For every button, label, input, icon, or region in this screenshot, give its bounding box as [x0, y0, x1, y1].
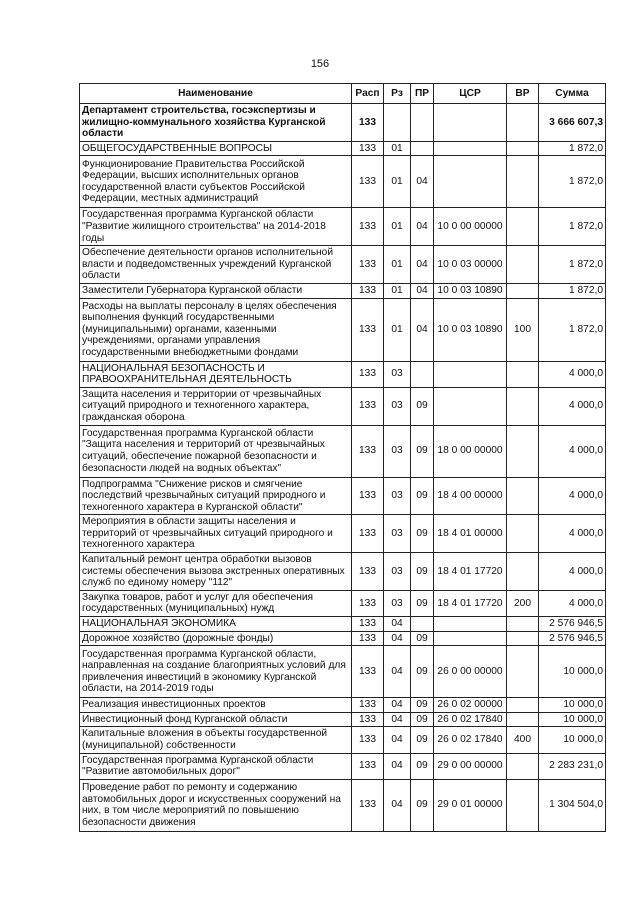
- cell-pr: 09: [411, 712, 434, 727]
- cell-vr: [507, 104, 539, 142]
- table-row: [80, 246, 606, 284]
- cell-sum: 4 000,0: [539, 590, 606, 616]
- cell-name: Инвестиционный фонд Курганской области: [80, 712, 352, 727]
- cell-rz: [384, 104, 411, 142]
- cell-vr: [507, 515, 539, 553]
- cell-csr: 26 0 02 17840: [434, 712, 507, 727]
- cell-vr: 100: [507, 298, 539, 361]
- cell-rz: 01: [384, 208, 411, 246]
- cell-pr: [411, 104, 434, 142]
- cell-name: Мероприятия в области защиты населения и территорий от чрезвычайных ситуаций природного и техногенного характера: [80, 515, 352, 553]
- cell-pr: 09: [411, 779, 434, 831]
- cell-name: Заместители Губернатора Курганской области: [80, 283, 352, 298]
- cell-sum: 1 872,0: [539, 208, 606, 246]
- cell-rz: 04: [384, 727, 411, 753]
- header-name: Наименование: [80, 84, 352, 104]
- cell-name: Департамент строительства, госэкспертизы и жилищно-коммунального хозяйства Курганской области: [80, 104, 352, 142]
- cell-rz: 03: [384, 425, 411, 477]
- cell-pr: 09: [411, 590, 434, 616]
- cell-vr: 400: [507, 727, 539, 753]
- cell-sum: 2 576 946,5: [539, 631, 606, 646]
- cell-sum: 4 000,0: [539, 515, 606, 553]
- table-row: [80, 590, 606, 616]
- cell-sum: 10 000,0: [539, 712, 606, 727]
- cell-pr: 09: [411, 646, 434, 698]
- cell-name: Дорожное хозяйство (дорожные фонды): [80, 631, 352, 646]
- table-row: [80, 553, 606, 591]
- table-row: [80, 104, 606, 142]
- cell-pr: 09: [411, 753, 434, 779]
- cell-rasp: 133: [352, 298, 384, 361]
- cell-vr: [507, 387, 539, 425]
- table-row: [80, 646, 606, 698]
- cell-vr: [507, 208, 539, 246]
- table-row: [80, 698, 606, 713]
- cell-sum: 1 304 504,0: [539, 779, 606, 831]
- cell-vr: [507, 283, 539, 298]
- cell-rasp: 133: [352, 208, 384, 246]
- cell-csr: [434, 361, 507, 387]
- cell-rasp: 133: [352, 246, 384, 284]
- cell-csr: 18 4 01 17720: [434, 590, 507, 616]
- cell-sum: 4 000,0: [539, 425, 606, 477]
- cell-name: Обеспечение деятельности органов исполнительной власти и подведомственных учреждений Курганской области: [80, 246, 352, 284]
- cell-name: НАЦИОНАЛЬНАЯ БЕЗОПАСНОСТЬ И ПРАВООХРАНИТЕЛЬНАЯ ДЕЯТЕЛЬНОСТЬ: [80, 361, 352, 387]
- table-row: [80, 208, 606, 246]
- cell-sum: 4 000,0: [539, 387, 606, 425]
- table-row: [80, 387, 606, 425]
- header-rasp: Расп: [352, 84, 384, 104]
- cell-rasp: 133: [352, 283, 384, 298]
- cell-pr: 04: [411, 156, 434, 208]
- table-header-row: [80, 84, 606, 104]
- cell-sum: 10 000,0: [539, 727, 606, 753]
- cell-csr: [434, 631, 507, 646]
- cell-rasp: 133: [352, 698, 384, 713]
- table-row: [80, 779, 606, 831]
- cell-sum: 10 000,0: [539, 698, 606, 713]
- cell-csr: 26 0 00 00000: [434, 646, 507, 698]
- cell-rz: 01: [384, 246, 411, 284]
- header-rz: Рз: [384, 84, 411, 104]
- cell-sum: 1 872,0: [539, 246, 606, 284]
- cell-rasp: 133: [352, 590, 384, 616]
- cell-name: Государственная программа Курганской области, направленная на создание благоприятных условий для привлечения инвестиций в экономику Курганской области, на 2014-2019 годы: [80, 646, 352, 698]
- cell-name: НАЦИОНАЛЬНАЯ ЭКОНОМИКА: [80, 617, 352, 632]
- cell-rz: 04: [384, 698, 411, 713]
- cell-csr: 18 4 01 00000: [434, 515, 507, 553]
- cell-vr: [507, 698, 539, 713]
- cell-pr: 09: [411, 515, 434, 553]
- cell-pr: 04: [411, 246, 434, 284]
- cell-csr: 18 4 01 17720: [434, 553, 507, 591]
- cell-csr: 10 0 03 10890: [434, 283, 507, 298]
- cell-rasp: 133: [352, 387, 384, 425]
- cell-pr: 04: [411, 208, 434, 246]
- header-vr: ВР: [507, 84, 539, 104]
- cell-vr: [507, 712, 539, 727]
- cell-rz: 04: [384, 617, 411, 632]
- cell-rasp: 133: [352, 141, 384, 156]
- cell-rasp: 133: [352, 753, 384, 779]
- cell-name: Функционирование Правительства Российской Федерации, высших исполнительных органов государственной власти субъектов Российской Федерации, местных администраций: [80, 156, 352, 208]
- cell-name: Капитальные вложения в объекты государственной (муниципальной) собственности: [80, 727, 352, 753]
- cell-sum: 2 576 946,5: [539, 617, 606, 632]
- cell-rz: 03: [384, 361, 411, 387]
- cell-pr: 04: [411, 298, 434, 361]
- cell-sum: 3 666 607,3: [539, 104, 606, 142]
- cell-csr: [434, 156, 507, 208]
- cell-sum: 1 872,0: [539, 141, 606, 156]
- cell-pr: [411, 617, 434, 632]
- cell-vr: 200: [507, 590, 539, 616]
- table-row: [80, 753, 606, 779]
- cell-sum: 2 283 231,0: [539, 753, 606, 779]
- cell-sum: 4 000,0: [539, 477, 606, 515]
- cell-rasp: 133: [352, 712, 384, 727]
- cell-name: Расходы на выплаты персоналу в целях обеспечения выполнения функций государственными (муниципальными) органами, казенными учреждениями, органами управления государственными внебюджетными фондами: [80, 298, 352, 361]
- cell-name: Закупка товаров, работ и услуг для обеспечения государственных (муниципальных) нужд: [80, 590, 352, 616]
- cell-name: Реализация инвестиционных проектов: [80, 698, 352, 713]
- cell-rz: 03: [384, 387, 411, 425]
- cell-sum: 4 000,0: [539, 553, 606, 591]
- cell-sum: 1 872,0: [539, 283, 606, 298]
- cell-csr: 18 0 00 00000: [434, 425, 507, 477]
- table-row: [80, 617, 606, 632]
- header-csr: ЦСР: [434, 84, 507, 104]
- cell-vr: [507, 779, 539, 831]
- cell-vr: [507, 141, 539, 156]
- cell-vr: [507, 631, 539, 646]
- cell-name: Государственная программа Курганской области "Развитие автомобильных дорог": [80, 753, 352, 779]
- cell-rz: 04: [384, 646, 411, 698]
- cell-vr: [507, 425, 539, 477]
- cell-pr: 09: [411, 631, 434, 646]
- cell-rz: 03: [384, 477, 411, 515]
- cell-vr: [507, 646, 539, 698]
- cell-rasp: 133: [352, 779, 384, 831]
- cell-pr: 09: [411, 425, 434, 477]
- cell-rasp: 133: [352, 477, 384, 515]
- cell-rz: 03: [384, 590, 411, 616]
- cell-rz: 01: [384, 298, 411, 361]
- cell-rz: 03: [384, 553, 411, 591]
- cell-vr: [507, 246, 539, 284]
- cell-rasp: 133: [352, 515, 384, 553]
- cell-csr: [434, 387, 507, 425]
- cell-vr: [507, 361, 539, 387]
- cell-pr: 09: [411, 727, 434, 753]
- cell-rasp: 133: [352, 425, 384, 477]
- cell-rasp: 133: [352, 361, 384, 387]
- cell-name: Государственная программа Курганской области "Развитие жилищного строительства" на 2014-2018 годы: [80, 208, 352, 246]
- cell-rasp: 133: [352, 727, 384, 753]
- cell-csr: 18 4 00 00000: [434, 477, 507, 515]
- cell-rasp: 133: [352, 617, 384, 632]
- page-number: 156: [310, 58, 330, 70]
- cell-name: Проведение работ по ремонту и содержанию автомобильных дорог и искусственных сооружений на них, в том числе мероприятий по повышению безопасности движения: [80, 779, 352, 831]
- cell-name: Капитальный ремонт центра обработки вызовов системы обеспечения вызова экстренных оперативных служб по единому номеру "112": [80, 553, 352, 591]
- cell-rasp: 133: [352, 104, 384, 142]
- cell-vr: [507, 753, 539, 779]
- table-row: [80, 727, 606, 753]
- cell-csr: 10 0 00 00000: [434, 208, 507, 246]
- table-row: [80, 425, 606, 477]
- cell-rz: 01: [384, 141, 411, 156]
- cell-name: Защита населения и территории от чрезвычайных ситуаций природного и техногенного характера, гражданская оборона: [80, 387, 352, 425]
- table-row: [80, 298, 606, 361]
- table-row: [80, 515, 606, 553]
- cell-rz: 01: [384, 283, 411, 298]
- cell-rz: 04: [384, 712, 411, 727]
- cell-name: Подпрограмма "Снижение рисков и смягчение последствий чрезвычайных ситуаций природного и техногенного характера в Курганской области": [80, 477, 352, 515]
- cell-sum: 4 000,0: [539, 361, 606, 387]
- cell-rz: 04: [384, 753, 411, 779]
- cell-name: Государственная программа Курганской области "Защита населения и территорий от чрезвычайных ситуаций, обеспечение пожарной безопасности и безопасности людей на водных объектах": [80, 425, 352, 477]
- cell-vr: [507, 617, 539, 632]
- cell-pr: 09: [411, 698, 434, 713]
- cell-csr: 29 0 01 00000: [434, 779, 507, 831]
- cell-sum: 10 000,0: [539, 646, 606, 698]
- cell-csr: [434, 141, 507, 156]
- cell-csr: 26 0 02 00000: [434, 698, 507, 713]
- cell-pr: 09: [411, 553, 434, 591]
- table-row: [80, 361, 606, 387]
- cell-rasp: 133: [352, 156, 384, 208]
- header-pr: ПР: [411, 84, 434, 104]
- table-row: [80, 477, 606, 515]
- cell-rasp: 133: [352, 631, 384, 646]
- cell-csr: [434, 617, 507, 632]
- cell-rasp: 133: [352, 646, 384, 698]
- cell-vr: [507, 156, 539, 208]
- cell-rasp: 133: [352, 553, 384, 591]
- budget-table: [79, 83, 606, 832]
- cell-vr: [507, 477, 539, 515]
- cell-csr: 29 0 00 00000: [434, 753, 507, 779]
- table-row: [80, 712, 606, 727]
- cell-pr: [411, 361, 434, 387]
- cell-rz: 04: [384, 631, 411, 646]
- cell-vr: [507, 553, 539, 591]
- cell-pr: 04: [411, 283, 434, 298]
- cell-rz: 04: [384, 779, 411, 831]
- cell-sum: 1 872,0: [539, 156, 606, 208]
- cell-pr: 09: [411, 477, 434, 515]
- cell-rz: 03: [384, 515, 411, 553]
- cell-name: ОБЩЕГОСУДАРСТВЕННЫЕ ВОПРОСЫ: [80, 141, 352, 156]
- cell-pr: 09: [411, 387, 434, 425]
- cell-csr: 10 0 03 00000: [434, 246, 507, 284]
- cell-csr: [434, 104, 507, 142]
- cell-csr: 26 0 02 17840: [434, 727, 507, 753]
- table-row: [80, 141, 606, 156]
- cell-csr: 10 0 03 10890: [434, 298, 507, 361]
- table-row: [80, 631, 606, 646]
- header-sum: Сумма: [539, 84, 606, 104]
- cell-pr: [411, 141, 434, 156]
- cell-rz: 01: [384, 156, 411, 208]
- cell-sum: 1 872,0: [539, 298, 606, 361]
- table-row: [80, 156, 606, 208]
- table-row: [80, 283, 606, 298]
